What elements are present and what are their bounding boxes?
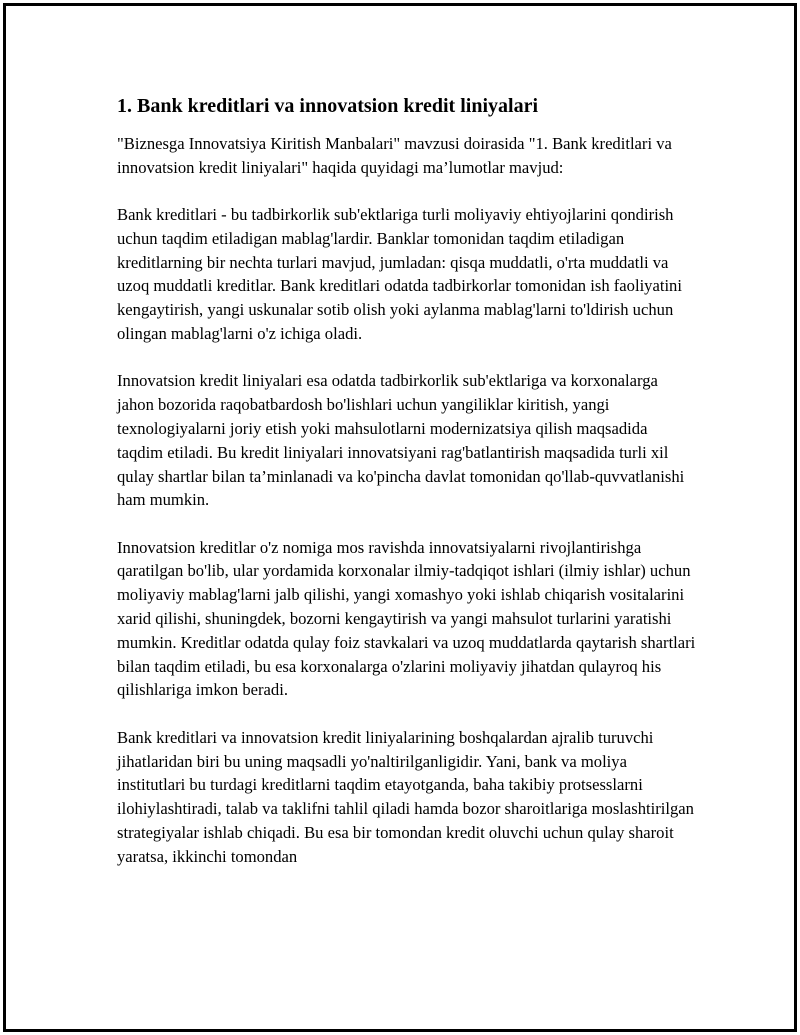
paragraph-bank-credits: Bank kreditlari - bu tadbirkorlik sub'ektlariga turli moliyaviy ehtiyojlarini qondirish uchun taqdim etiladigan mablag'lardir. Banklar tomonidan taqdim etiladigan kreditlarning bir nechta turlari mavjud, jumladan: qisqa muddatli, o'rta muddatli va uzoq muddatli kreditlar. Bank kreditlari odatda tadbirkorlar tomonidan ish faoliyatini kengaytirish, yangi uskunalar sotib olish yoki aylanma mablag'larni to'ldirish uchun olingan mablag'larni o'z ichiga oladi. xyxy=(117,205,682,344)
document-body xyxy=(117,91,697,869)
paragraph-intro: "Biznesga Innovatsiya Kiritish Manbalari" mavzusi doirasida "1. Bank kreditlari va innovatsion kredit liniyalari" haqida quyidagi ma’lumotlar mavjud: xyxy=(117,134,672,177)
section-heading: 1. Bank kreditlari va innovatsion kredit liniyalari xyxy=(117,95,538,117)
paragraph-innovation-credits: Innovatsion kreditlar o'z nomiga mos ravishda innovatsiyalarni rivojlantirishga qaratilgan bo'lib, ular yordamida korxonalar ilmiy-tadqiqot ishlari (ilmiy ishlar) uchun moliyaviy mablag'larni jalb qilishi, yangi xomashyo yoki ishlab chiqarish vositalarini xarid qilishi, shuningdek, bozorni kengaytirish va yangi mahsulot turlarini yaratishi mumkin. Kreditlar odatda qulay foiz stavkalari va uzoq muddatlarda qaytarish shartlari bilan taqdim etiladi, bu esa korxonalarga o'zlarini moliyaviy jihatdan qulayroq his qilishlariga imkon beradi. xyxy=(117,537,696,700)
paragraph-distinguishing-features: Bank kreditlari va innovatsion kredit liniyalarining boshqalardan ajralib turuvchi jihatlaridan biri bu uning maqsadli yo'naltirilganligidir. Yani, bank va moliya institutlari bu turdagi kreditlarni taqdim etayotganda, baha takibiy protsesslarni ilohiylashtiradi, talab va taklifni tahlil qiladi hamda bozor sharoitlariga moslashtirilgan strategiyalar ishlab chiqadi. Bu esa bir tomondan kredit oluvchi uchun qulay sharoit yaratsa, ikkinchi tomondan xyxy=(117,727,694,866)
paragraph-innovation-lines: Innovatsion kredit liniyalari esa odatda tadbirkorlik sub'ektlariga va korxonalarga jahon bozorida raqobatbardosh bo'lishlari uchun yangiliklar kiritish, yangi texnologiyalarni joriy etish yoki mahsulotlarni modernizatsiya qilish maqsadida taqdim etiladi. Bu kredit liniyalari innovatsiyani rag'batlantirish maqsadida turli xil qulay shartlar bilan ta’minlanadi va ko'pincha davlat tomonidan qo'llab-quvvatlanishi ham mumkin. xyxy=(117,371,685,510)
